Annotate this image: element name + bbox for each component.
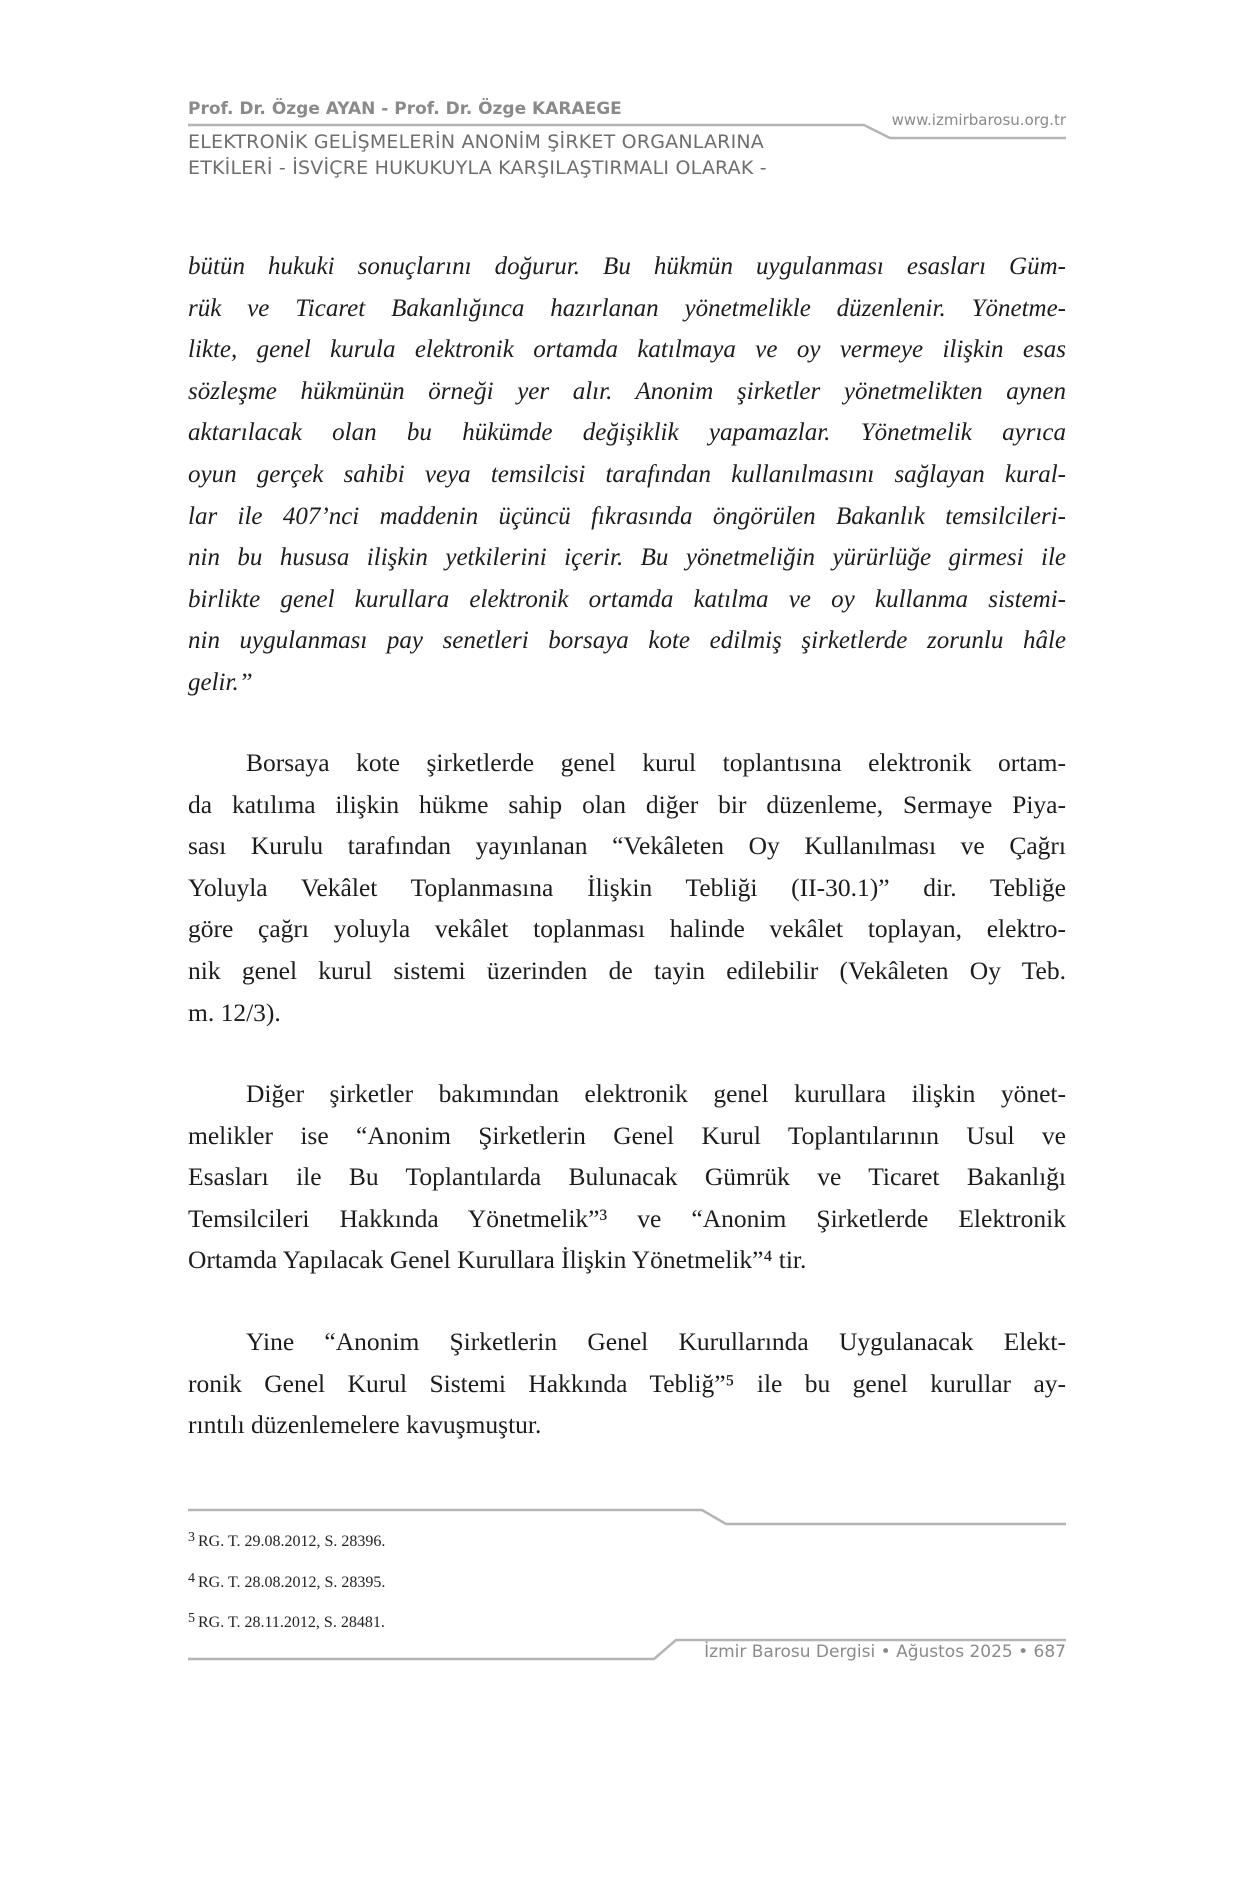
- text-line: gelir.”: [188, 668, 253, 696]
- header-rule: [188, 125, 1066, 138]
- text-line: rük ve Ticaret Bakanlığınca hazırlanan yönetmelikle düzenlenir. Yönetme-: [188, 294, 1066, 322]
- text-line: Yoluyla Vekâlet Toplanmasına İlişkin Tebliği (II-30.1)” dir. Tebliğe: [188, 872, 1066, 902]
- paragraph-3: [188, 1073, 1066, 1281]
- text-line: sözleşme hükmünün örneği yer alır. Anonim şirketler yönetmelikten aynen: [188, 377, 1066, 405]
- footnote-number: 4: [188, 1571, 195, 1586]
- header-url: www.izmirbarosu.org.tr: [891, 111, 1066, 129]
- text-line: Borsaya kote şirketlerde genel kurul toplantısına elektronik ortam-: [246, 748, 1066, 777]
- text-line: oyun gerçek sahibi veya temsilcisi tarafından kullanılmasını sağlayan kural-: [188, 460, 1066, 488]
- text-line: nin uygulanması pay senetleri borsaya kote edilmiş şirketlerde zorunlu hâle: [188, 627, 1066, 655]
- footnote-rule: [188, 1510, 1066, 1524]
- text-line: melikler ise “Anonim Şirketlerin Genel Kurul Toplantılarının Usul ve: [188, 1120, 1066, 1150]
- footnote-text: RG. T. 28.11.2012, S. 28481.: [198, 1614, 385, 1631]
- footnote-3: [188, 1530, 385, 1551]
- header-title-line-1: ELEKTRONİK GELİŞMELERİN ANONİM ŞİRKET ORGANLARINA: [188, 131, 764, 153]
- text-line: aktarılacak olan bu hükümde değişiklik yapamazlar. Yönetmelik ayrıca: [188, 419, 1066, 447]
- text-line: ronik Genel Kurul Sistemi Hakkında Tebliğ”⁵ ile bu genel kurullar ay-: [188, 1368, 1066, 1398]
- paragraph-2: [188, 742, 1066, 1033]
- text-line: m. 12/3).: [188, 997, 281, 1027]
- text-line: lar ile 407’nci maddenin üçüncü fıkrasında öngörülen Bakanlık temsilcileri-: [188, 502, 1066, 530]
- footnote-number: 3: [188, 1530, 195, 1545]
- footnote-text: RG. T. 29.08.2012, S. 28396.: [198, 1533, 386, 1550]
- text-line: birlikte genel kurullara elektronik ortamda katılma ve oy kullanma sistemi-: [188, 585, 1066, 613]
- text-line: likte, genel kurula elektronik ortamda katılmaya ve oy vermeye ilişkin esas: [188, 336, 1066, 364]
- page-footer: İzmir Barosu Dergisi • Ağustos 2025 • 687: [704, 1642, 1066, 1662]
- text-line: nik genel kurul sistemi üzerinden de tayin edilebilir (Vekâleten Oy Teb.: [188, 955, 1066, 985]
- text-line: Diğer şirketler bakımından elektronik genel kurullara ilişkin yönet-: [246, 1079, 1066, 1108]
- text-line: sası Kurulu tarafından yayınlanan “Vekâleten Oy Kullanılması ve Çağrı: [188, 831, 1066, 861]
- footnote-text: RG. T. 28.08.2012, S. 28395.: [198, 1574, 386, 1591]
- header-title-line-2: ETKİLERİ - İSVİÇRE HUKUKUYLA KARŞILAŞTIRMALI OLARAK -: [188, 157, 767, 179]
- text-line: rıntılı düzenlemelere kavuşmuştur.: [188, 1410, 542, 1440]
- text-line: bütün hukuki sonuçlarını doğurur. Bu hükmün uygulanması esasları Güm-: [188, 253, 1066, 280]
- text-line: göre çağrı yoluyla vekâlet toplanması halinde vekâlet toplayan, elektro-: [188, 914, 1066, 944]
- text-line: Ortamda Yapılacak Genel Kurullara İlişkin Yönetmelik”⁴ tir.: [188, 1245, 807, 1275]
- text-line: da katılıma ilişkin hükme sahip olan diğer bir düzenleme, Sermaye Piya-: [188, 789, 1066, 819]
- quote-paragraph: [188, 246, 1066, 704]
- text-line: nin bu hususa ilişkin yetkilerini içerir. Bu yönetmeliğin yürürlüğe girmesi ile: [188, 544, 1066, 572]
- header-authors: Prof. Dr. Özge AYAN - Prof. Dr. Özge KARAEGE: [188, 99, 622, 119]
- paragraph-4: [188, 1321, 1066, 1446]
- text-line: Temsilcileri Hakkında Yönetmelik”³ ve “Anonim Şirketlerde Elektronik: [188, 1203, 1066, 1233]
- footnote-number: 5: [188, 1611, 195, 1626]
- text-line: Esasları ile Bu Toplantılarda Bulunacak Gümrük ve Ticaret Bakanlığı: [188, 1162, 1066, 1192]
- footnote-4: [188, 1571, 385, 1592]
- footnote-5: [188, 1611, 385, 1632]
- text-line: Yine “Anonim Şirketlerin Genel Kurullarında Uygulanacak Elekt-: [246, 1327, 1066, 1356]
